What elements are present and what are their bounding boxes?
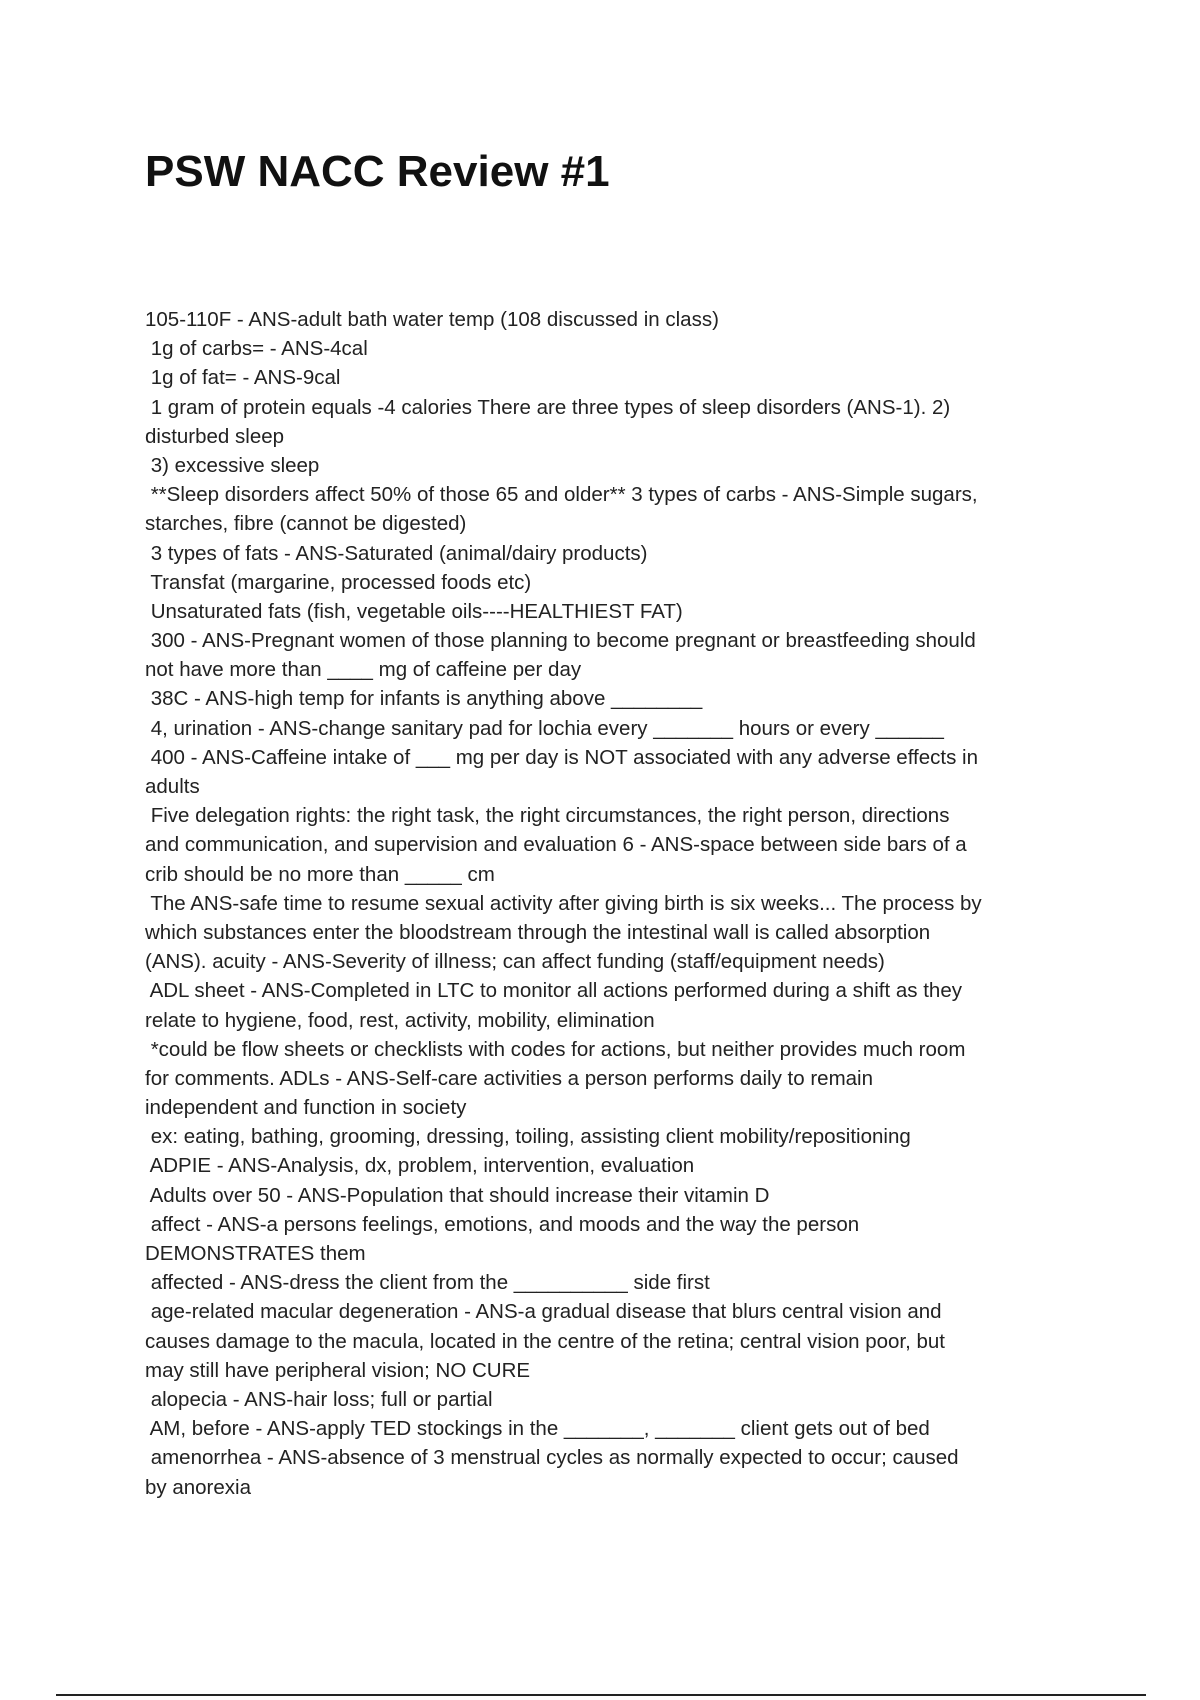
document-text-line: may still have peripheral vision; NO CURE (145, 1358, 531, 1382)
document-text-line: 4, urination - ANS-change sanitary pad for lochia every _______ hours or every ______ (145, 716, 944, 740)
document-text-line: ex: eating, bathing, grooming, dressing, toiling, assisting client mobility/repositioning (145, 1125, 911, 1149)
document-text-line: *could be flow sheets or checklists with codes for actions, but neither provides much room (145, 1037, 966, 1061)
document-text-line: not have more than ____ mg of caffeine per day (145, 658, 582, 682)
document-text-line: AM, before - ANS-apply TED stockings in the _______, _______ client gets out of bed (145, 1417, 930, 1441)
document-text-line: **Sleep disorders affect 50% of those 65 and older** 3 types of carbs - ANS-Simple sugars, (145, 483, 978, 507)
document-text-line: DEMONSTRATES them (145, 1242, 366, 1265)
document-text-line: independent and function in society (145, 1096, 467, 1120)
document-text-line: adults (145, 775, 200, 798)
document-text-line: 1 gram of protein equals -4 calories There are three types of sleep disorders (ANS-1). 2) (145, 395, 951, 419)
document-text-line: 300 - ANS-Pregnant women of those planning to become pregnant or breastfeeding should (145, 629, 976, 653)
document-text-line: 400 - ANS-Caffeine intake of ___ mg per day is NOT associated with any adverse effects in (145, 745, 978, 769)
document-text-line: affected - ANS-dress the client from the __________ side first (145, 1271, 710, 1295)
document-text-line: Adults over 50 - ANS-Population that should increase their vitamin D (145, 1183, 770, 1207)
document-text-line: for comments. ADLs - ANS-Self-care activities a person performs daily to remain (145, 1066, 874, 1090)
document-text-line: alopecia - ANS-hair loss; full or partial (145, 1387, 493, 1411)
document-text-line: 1g of fat= - ANS-9cal (145, 366, 341, 390)
document-text-line: (ANS). acuity - ANS-Severity of illness; can affect funding (staff/equipment needs) (145, 950, 885, 974)
document-text-line: disturbed sleep (145, 424, 285, 448)
footer-divider (56, 1694, 1146, 1696)
document-text-line: crib should be no more than _____ cm (145, 862, 495, 886)
document-text-line: Unsaturated fats (fish, vegetable oils----HEALTHIEST FAT) (145, 599, 683, 623)
document-text-line: The ANS-safe time to resume sexual activity after giving birth is six weeks... The process by (145, 891, 982, 915)
document-text-line: 105-110F - ANS-adult bath water temp (108 discussed in class) (145, 308, 719, 331)
document-text-line: causes damage to the macula, located in the centre of the retina; central vision poor, but (145, 1329, 945, 1353)
document-text-line: Five delegation rights: the right task, the right circumstances, the right person, directions (145, 804, 950, 828)
document-text-line: affect - ANS-a persons feelings, emotions, and moods and the way the person (145, 1212, 860, 1236)
document-text-line: relate to hygiene, food, rest, activity, mobility, elimination (145, 1008, 655, 1032)
document-text-line: and communication, and supervision and evaluation 6 - ANS-space between side bars of a (145, 833, 967, 857)
document-text-line: by anorexia (145, 1475, 251, 1499)
document-text-line: 38C - ANS-high temp for infants is anything above ________ (145, 687, 703, 711)
document-body (145, 305, 1065, 1502)
document-text-line: ADPIE - ANS-Analysis, dx, problem, intervention, evaluation (145, 1154, 695, 1178)
document-text-line: ADL sheet - ANS-Completed in LTC to monitor all actions performed during a shift as they (145, 979, 962, 1003)
document-text-line: age-related macular degeneration - ANS-a gradual disease that blurs central vision and (145, 1300, 942, 1324)
document-title: PSW NACC Review #1 (145, 147, 610, 196)
document-text-line: 1g of carbs= - ANS-4cal (145, 337, 368, 361)
document-text-line: 3 types of fats - ANS-Saturated (animal/dairy products) (145, 541, 648, 565)
document-text-line: amenorrhea - ANS-absence of 3 menstrual cycles as normally expected to occur; caused (145, 1446, 959, 1470)
document-text-line: Transfat (margarine, processed foods etc) (145, 570, 532, 594)
document-text-line: which substances enter the bloodstream through the intestinal wall is called absorption (145, 920, 931, 944)
document-text-line: 3) excessive sleep (145, 453, 320, 477)
document-text-line: starches, fibre (cannot be digested) (145, 512, 467, 536)
